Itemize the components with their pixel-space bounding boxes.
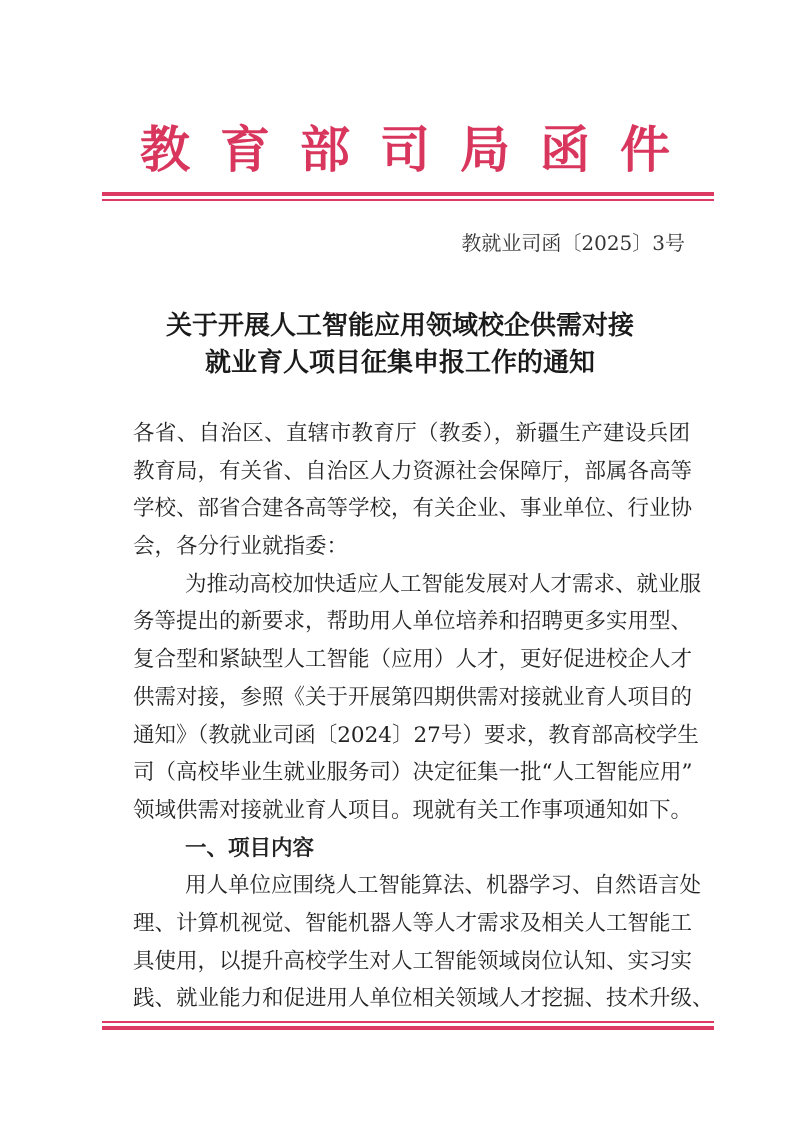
letterhead-char: 司 <box>380 120 430 179</box>
divider-thick <box>102 1026 714 1030</box>
letterhead-char: 育 <box>220 120 270 179</box>
body-line: 为推动高校加快适应人工智能发展对人才需求、就业服 <box>185 571 702 597</box>
title-line: 就业育人项目征集申报工作的通知 <box>204 348 595 378</box>
body-line: 用人单位应围绕人工智能算法、机器学习、自然语言处 <box>185 873 702 899</box>
letterhead-char: 函 <box>540 120 590 179</box>
body-line: 教育局，有关省、自治区人力资源社会保障厅，部属各高等 <box>133 458 693 484</box>
body-line: 学校、部省合建各高等学校，有关企业、事业单位、行业协 <box>133 496 693 522</box>
divider-thin <box>102 199 714 201</box>
section-heading: 一、项目内容 <box>185 835 315 861</box>
letterhead-char: 部 <box>300 120 350 179</box>
title-line: 关于开展人工智能应用领域校企供需对接 <box>165 311 634 341</box>
body-line: 司（高校毕业生就业服务司）决定征集一批“人工智能应用” <box>133 760 693 786</box>
body-line: 理、计算机视觉、智能机器人等人才需求及相关人工智能工 <box>133 910 693 936</box>
body-line: 会，各分行业就指委： <box>133 534 349 560</box>
document-number: 教就业司函〔2025〕3号 <box>461 231 685 255</box>
body-line: 践、就业能力和促进用人单位相关领域人才挖掘、技术升级、 <box>133 986 714 1012</box>
letterhead-char: 局 <box>460 120 510 179</box>
letterhead-char: 件 <box>620 120 670 179</box>
header-divider <box>102 192 714 201</box>
footer-divider <box>102 1021 714 1030</box>
body-line: 务等提出的新要求，帮助用人单位培养和招聘更多实用型、 <box>133 609 693 635</box>
body-line: 通知》（教就业司函〔2024〕27号）要求，教育部高校学生 <box>133 722 699 748</box>
body-line: 领域供需对接就业育人项目。现就有关工作事项通知如下。 <box>133 797 693 823</box>
document-title <box>0 308 800 382</box>
divider-thick <box>102 192 714 196</box>
letterhead-title <box>140 120 670 180</box>
body-line: 复合型和紧缺型人工智能（应用）人才，更好促进校企人才 <box>133 647 693 673</box>
body-line: 具使用，以提升高校学生对人工智能领域岗位认知、实习实 <box>133 948 693 974</box>
body-line: 各省、自治区、直辖市教育厅（教委），新疆生产建设兵团 <box>133 421 690 446</box>
document-body <box>133 415 714 1018</box>
body-line: 供需对接，参照《关于开展第四期供需对接就业育人项目的 <box>133 684 693 710</box>
divider-thin <box>102 1021 714 1023</box>
letterhead-char: 教 <box>140 120 190 179</box>
